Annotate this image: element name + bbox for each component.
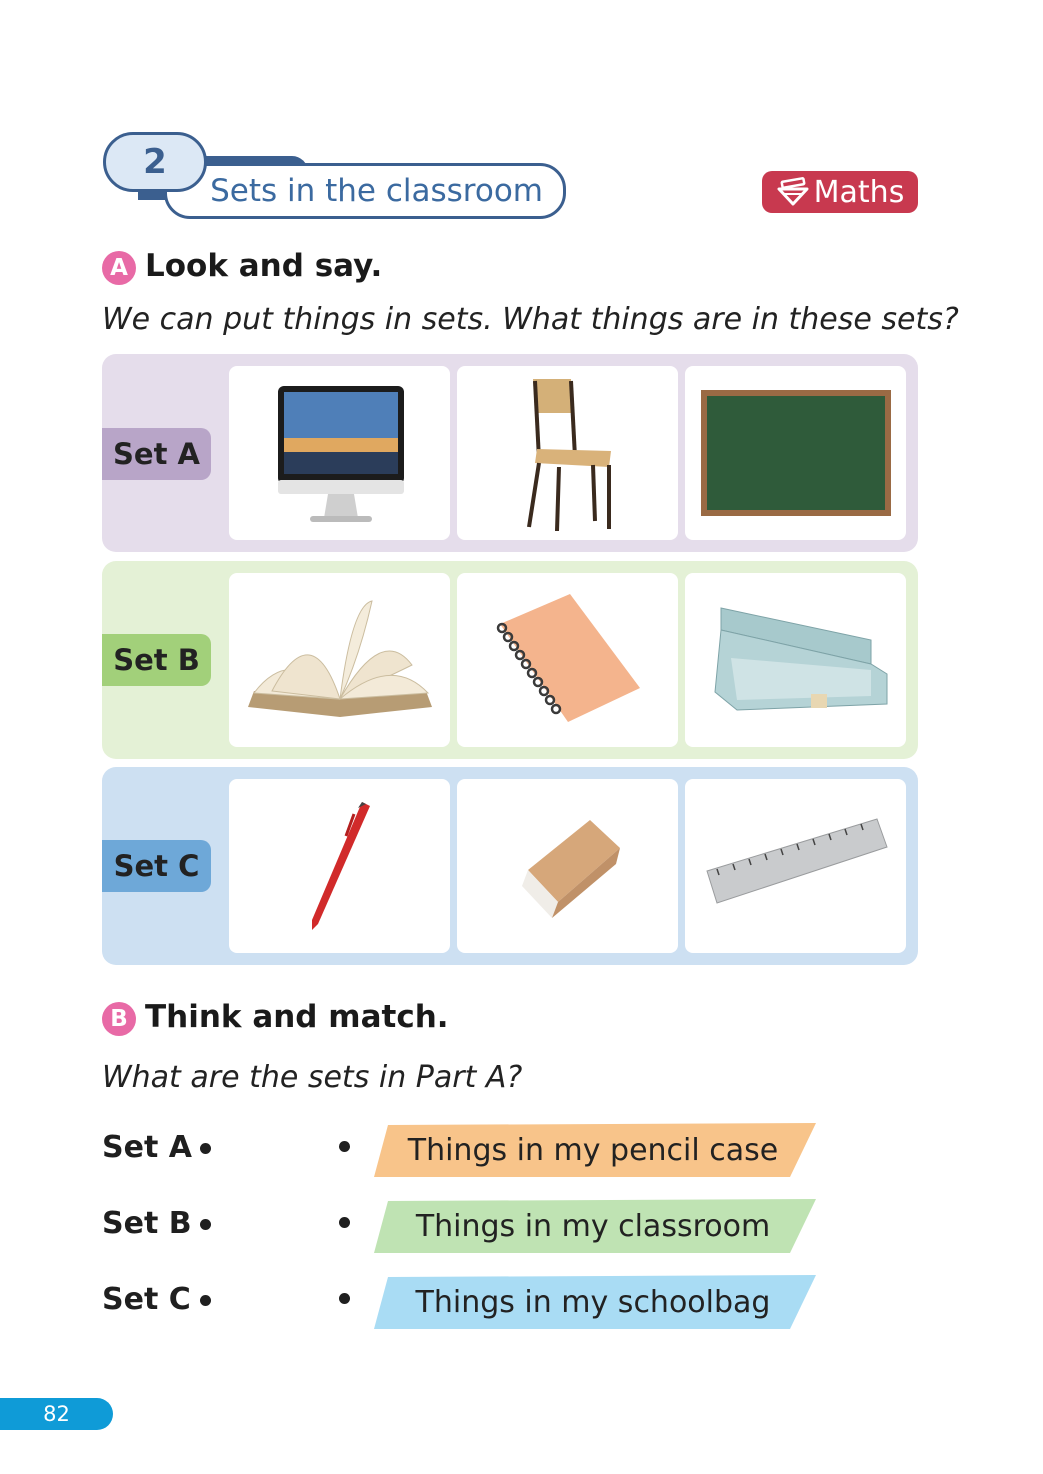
notebook-image xyxy=(488,590,648,730)
section-b-heading: Think and match. xyxy=(145,999,449,1035)
ruler-shapes-icon xyxy=(776,177,810,207)
match-dot-left-b[interactable] xyxy=(200,1219,211,1230)
match-dot-left-c[interactable] xyxy=(200,1295,211,1306)
set-a-label: Set A xyxy=(102,428,211,480)
subject-badge-label: Maths xyxy=(813,174,905,210)
ruler-card xyxy=(685,779,906,953)
match-answer-2 xyxy=(370,1195,816,1257)
section-a-instruction: We can put things in sets. What things are in these sets? xyxy=(102,302,959,337)
computer-card xyxy=(229,366,450,540)
pen-image xyxy=(300,796,380,936)
section-b-instruction: What are the sets in Part A? xyxy=(102,1060,523,1095)
match-answer-3-text: Things in my schoolbag xyxy=(415,1284,771,1320)
board-card xyxy=(685,366,906,540)
set-b-label: Set B xyxy=(102,634,211,686)
book-card xyxy=(229,573,450,747)
page-number: 82 xyxy=(0,1398,113,1430)
match-dot-left-a[interactable] xyxy=(200,1143,211,1154)
match-left-set-c: Set C xyxy=(102,1282,191,1317)
notebook-card xyxy=(457,573,678,747)
lesson-title-text: Sets in the classroom xyxy=(210,173,543,209)
match-left-set-b: Set B xyxy=(102,1206,192,1241)
match-answer-3 xyxy=(370,1271,816,1333)
pencil-case-card xyxy=(685,573,906,747)
lesson-title xyxy=(164,163,566,219)
eraser-image xyxy=(508,806,628,926)
eraser-card xyxy=(457,779,678,953)
section-a-heading: Look and say. xyxy=(145,248,383,284)
board-image xyxy=(699,388,893,518)
section-b-badge: B xyxy=(102,1002,136,1036)
chair-image xyxy=(513,373,623,533)
match-answer-1-text: Things in my pencil case xyxy=(407,1132,779,1168)
pencil-case-image xyxy=(701,600,891,720)
match-dot-right-1[interactable] xyxy=(339,1141,350,1152)
pen-card xyxy=(229,779,450,953)
match-left-set-a: Set A xyxy=(102,1130,192,1165)
set-c-label: Set C xyxy=(102,840,211,892)
subject-badge xyxy=(762,171,918,213)
match-answer-1 xyxy=(370,1119,816,1181)
chair-card xyxy=(457,366,678,540)
computer-image xyxy=(270,378,410,528)
book-image xyxy=(242,595,438,725)
section-a-badge: A xyxy=(102,251,136,285)
lesson-number: 2 xyxy=(103,132,207,192)
match-answer-2-text: Things in my classroom xyxy=(415,1208,771,1244)
match-dot-right-3[interactable] xyxy=(339,1293,350,1304)
match-dot-right-2[interactable] xyxy=(339,1217,350,1228)
ruler-image xyxy=(701,811,891,921)
